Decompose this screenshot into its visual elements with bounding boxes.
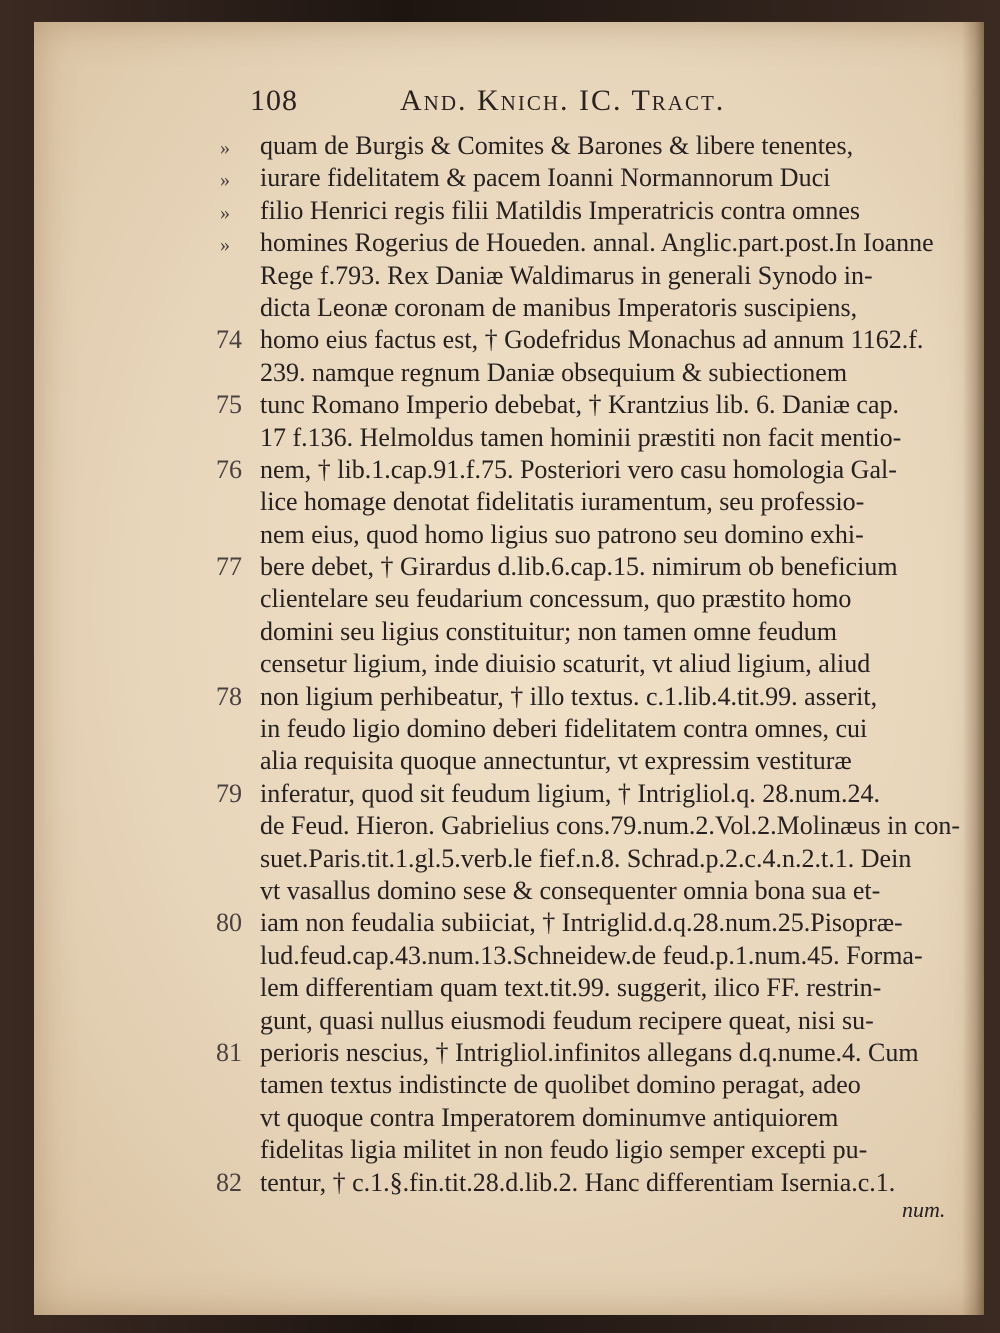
page-body: [216, 130, 976, 1199]
line-text: 17 f.136. Helmoldus tamen hominii præstiti non facit mentio-: [260, 422, 902, 452]
line-text: in feudo ligio domino deberi fidelitatem contra omnes, cui: [260, 714, 868, 744]
line-text: vt quoque contra Imperatorem dominumve antiquiorem: [260, 1102, 839, 1132]
quote-marker: »: [220, 234, 230, 257]
line-text: nem, † lib.1.cap.91.f.75. Posteriori vero casu homologia Gal-: [260, 454, 897, 484]
quote-marker: »: [220, 201, 230, 224]
line-text: lice homage denotat fidelitatis iuramentum, seu professio-: [260, 487, 865, 517]
line-text: non ligium perhibeatur, † illo textus. c.1.lib.4.tit.99. asserit,: [260, 681, 878, 711]
margin-number: 78: [216, 681, 242, 711]
margin-number: 74: [216, 325, 242, 355]
text-line: [216, 875, 976, 907]
text-line: [216, 648, 976, 680]
line-text: inferatur, quod sit feudum ligium, † Intrigliol.q. 28.num.24.: [260, 778, 881, 808]
catchword: num.: [902, 1197, 946, 1222]
line-text: Rege f.793. Rex Daniæ Waldimarus in generali Synodo in-: [260, 260, 873, 290]
text-line: [216, 454, 976, 486]
running-title: And. Knich. IC. Tract.: [400, 84, 726, 117]
text-line: [216, 551, 976, 583]
line-text: nem eius, quod homo ligius suo patrono seu domino exhi-: [260, 519, 864, 549]
text-line: [216, 940, 976, 972]
line-text: tunc Romano Imperio debebat, † Krantzius lib. 6. Daniæ cap.: [260, 390, 900, 420]
line-text: lem differentiam quam text.tit.99. suggerit, ilico FF. restrin-: [260, 973, 882, 1003]
text-line: [216, 972, 976, 1004]
text-line: [216, 681, 976, 713]
text-line: [216, 195, 976, 227]
line-text: bere debet, † Girardus d.lib.6.cap.15. nimirum ob beneficium: [260, 552, 898, 582]
text-line: [216, 324, 976, 356]
line-text: perioris nescius, † Intrigliol.infinitos allegans d.q.nume.4. Cum: [260, 1037, 919, 1067]
text-line: [216, 1134, 976, 1166]
line-text: gunt, quasi nullus eiusmodi feudum recipere queat, nisi su-: [260, 1005, 874, 1035]
text-line: [216, 1167, 976, 1199]
page-number: 108: [250, 84, 298, 117]
text-line: [216, 778, 976, 810]
line-text: filio Henrici regis filii Matildis Imperatricis contra omnes: [260, 195, 861, 225]
margin-number: 81: [216, 1037, 242, 1067]
line-text: homines Rogerius de Houeden. annal. Anglic.part.post.In Ioanne: [260, 228, 934, 258]
page-header: [250, 70, 810, 118]
text-line: [216, 519, 976, 551]
line-text: dicta Leonæ coronam de manibus Imperatoris suscipiens,: [260, 292, 858, 322]
line-text: alia requisita quoque annectuntur, vt expressim vestituræ: [260, 746, 852, 776]
margin-number: 75: [216, 390, 242, 420]
text-line: [216, 843, 976, 875]
text-line: [216, 389, 976, 421]
quote-marker: »: [220, 137, 230, 159]
text-line: [216, 583, 976, 615]
line-text: vt vasallus domino sese & consequenter omnia bona sua et-: [260, 875, 881, 905]
margin-number: 79: [216, 778, 242, 808]
text-line: [216, 745, 976, 777]
margin-number: 82: [216, 1167, 242, 1197]
text-line: [216, 907, 976, 939]
line-text: quam de Burgis & Comites & Barones & libere tenentes,: [260, 131, 854, 160]
line-text: fidelitas ligia militet in non feudo ligio semper excepti pu-: [260, 1135, 868, 1165]
line-text: lud.feud.cap.43.num.13.Schneidew.de feud.p.1.num.45. Forma-: [260, 940, 923, 970]
margin-number: 77: [216, 552, 242, 582]
text-line: [216, 1037, 976, 1069]
text-line: [216, 1102, 976, 1134]
text-line: [216, 357, 976, 389]
text-line: [216, 227, 976, 259]
line-text: homo eius factus est, † Godefridus Monachus ad annum 1162.f.: [260, 325, 924, 355]
line-text: tamen textus indistincte de quolibet domino peragat, adeo: [260, 1070, 861, 1100]
text-line: [216, 713, 976, 745]
quote-marker: »: [220, 169, 230, 192]
text-line: [216, 162, 976, 194]
text-line: [216, 422, 976, 454]
text-line: [216, 260, 976, 292]
line-text: domini seu ligius constituitur; non tamen omne feudum: [260, 616, 837, 646]
text-line: [216, 616, 976, 648]
text-line: [216, 1005, 976, 1037]
line-text: suet.Paris.tit.1.gl.5.verb.le fief.n.8. Schrad.p.2.c.4.n.2.t.1. Dein: [260, 843, 912, 873]
line-text: censetur ligium, inde diuisio scaturit, vt aliud ligium, aliud: [260, 649, 871, 679]
text-line: [216, 1069, 976, 1101]
line-text: tentur, † c.1.§.fin.tit.28.d.lib.2. Hanc differentiam Isernia.c.1.: [260, 1167, 896, 1197]
text-line: [216, 486, 976, 518]
line-text: iurare fidelitatem & pacem Ioanni Normannorum Duci: [260, 163, 831, 193]
text-line: [216, 810, 976, 842]
text-line: [216, 292, 976, 324]
margin-number: 80: [216, 908, 242, 938]
line-text: de Feud. Hieron. Gabrielius cons.79.num.2.Vol.2.Molinæus in con-: [260, 811, 961, 841]
margin-number: 76: [216, 454, 242, 484]
line-text: 239. namque regnum Daniæ obsequium & subiectionem: [260, 357, 848, 387]
text-line: [216, 130, 976, 162]
line-text: clientelare seu feudarium concessum, quo præstito homo: [260, 584, 852, 614]
line-text: iam non feudalia subiiciat, † Intriglid.d.q.28.num.25.Pisopræ-: [260, 908, 903, 938]
